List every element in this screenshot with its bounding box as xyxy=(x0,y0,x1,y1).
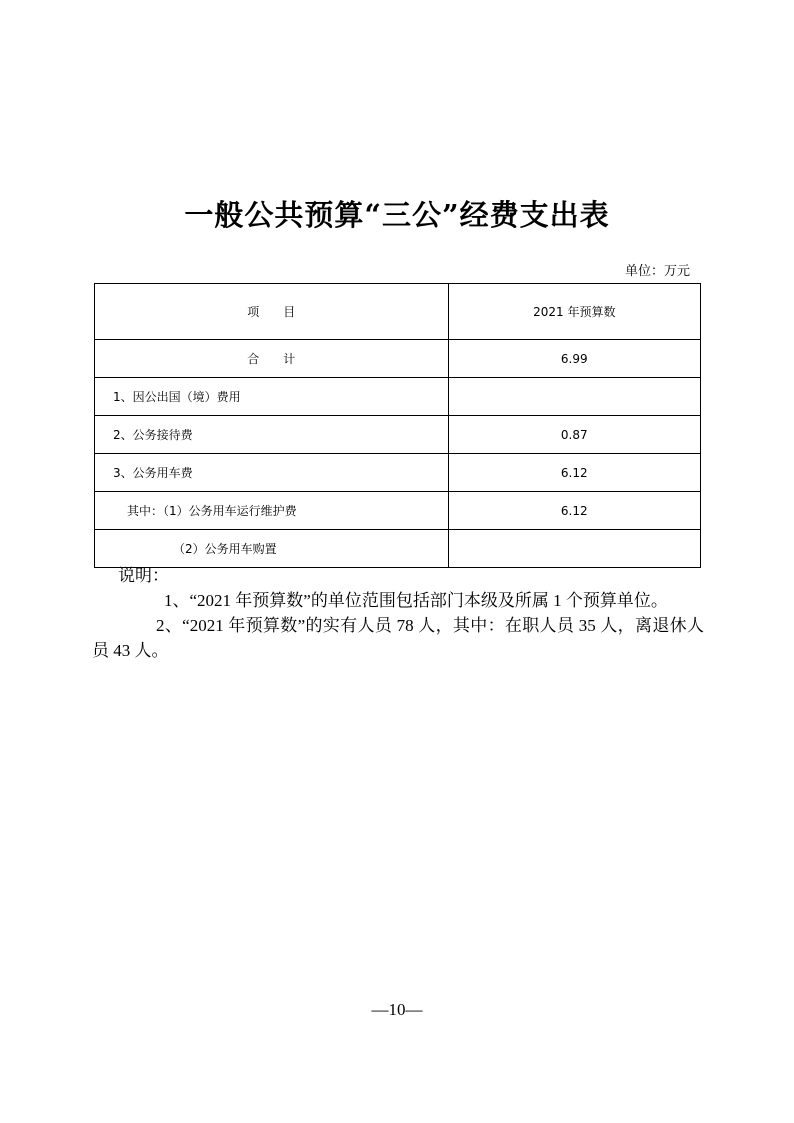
notes-section xyxy=(92,563,704,663)
page-number: —10— xyxy=(371,1000,423,1019)
row-label: （2）公务用车购置 xyxy=(95,530,449,568)
header-item: 项 目 xyxy=(95,284,449,340)
notes-heading: 说明： xyxy=(118,566,169,585)
unit-label: 单位：万元 xyxy=(624,264,690,279)
row-label: 其中：（1）公务用车运行维护费 xyxy=(95,492,449,530)
row-label: 3、公务用车费 xyxy=(95,454,449,492)
table-row-overseas xyxy=(95,378,701,416)
table-row-total xyxy=(95,340,701,378)
row-value: 6.12 xyxy=(448,454,700,492)
row-value: 0.87 xyxy=(448,416,700,454)
budget-table xyxy=(94,283,701,568)
table-header-row xyxy=(95,284,701,340)
row-value xyxy=(448,530,700,568)
page-title: 一般公共预算“三公”经费支出表 xyxy=(184,198,610,232)
note-item-2: 2、“2021 年预算数”的实有人员 78 人，其中：在职人员 35 人，离退休人员 43 人。 xyxy=(92,616,704,660)
row-value: 6.99 xyxy=(448,340,700,378)
row-label: 2、公务接待费 xyxy=(95,416,449,454)
row-value xyxy=(448,378,700,416)
header-budget: 2021 年预算数 xyxy=(448,284,700,340)
table-row-reception xyxy=(95,416,701,454)
table-row-vehicle-maintenance xyxy=(95,492,701,530)
note-item-1: 1、“2021 年预算数”的单位范围包括部门本级及所属 1 个预算单位。 xyxy=(164,591,668,610)
table-row-vehicle-purchase xyxy=(95,530,701,568)
row-value: 6.12 xyxy=(448,492,700,530)
row-label: 1、因公出国（境）费用 xyxy=(95,378,449,416)
table-row-vehicle xyxy=(95,454,701,492)
row-label: 合 计 xyxy=(95,340,449,378)
